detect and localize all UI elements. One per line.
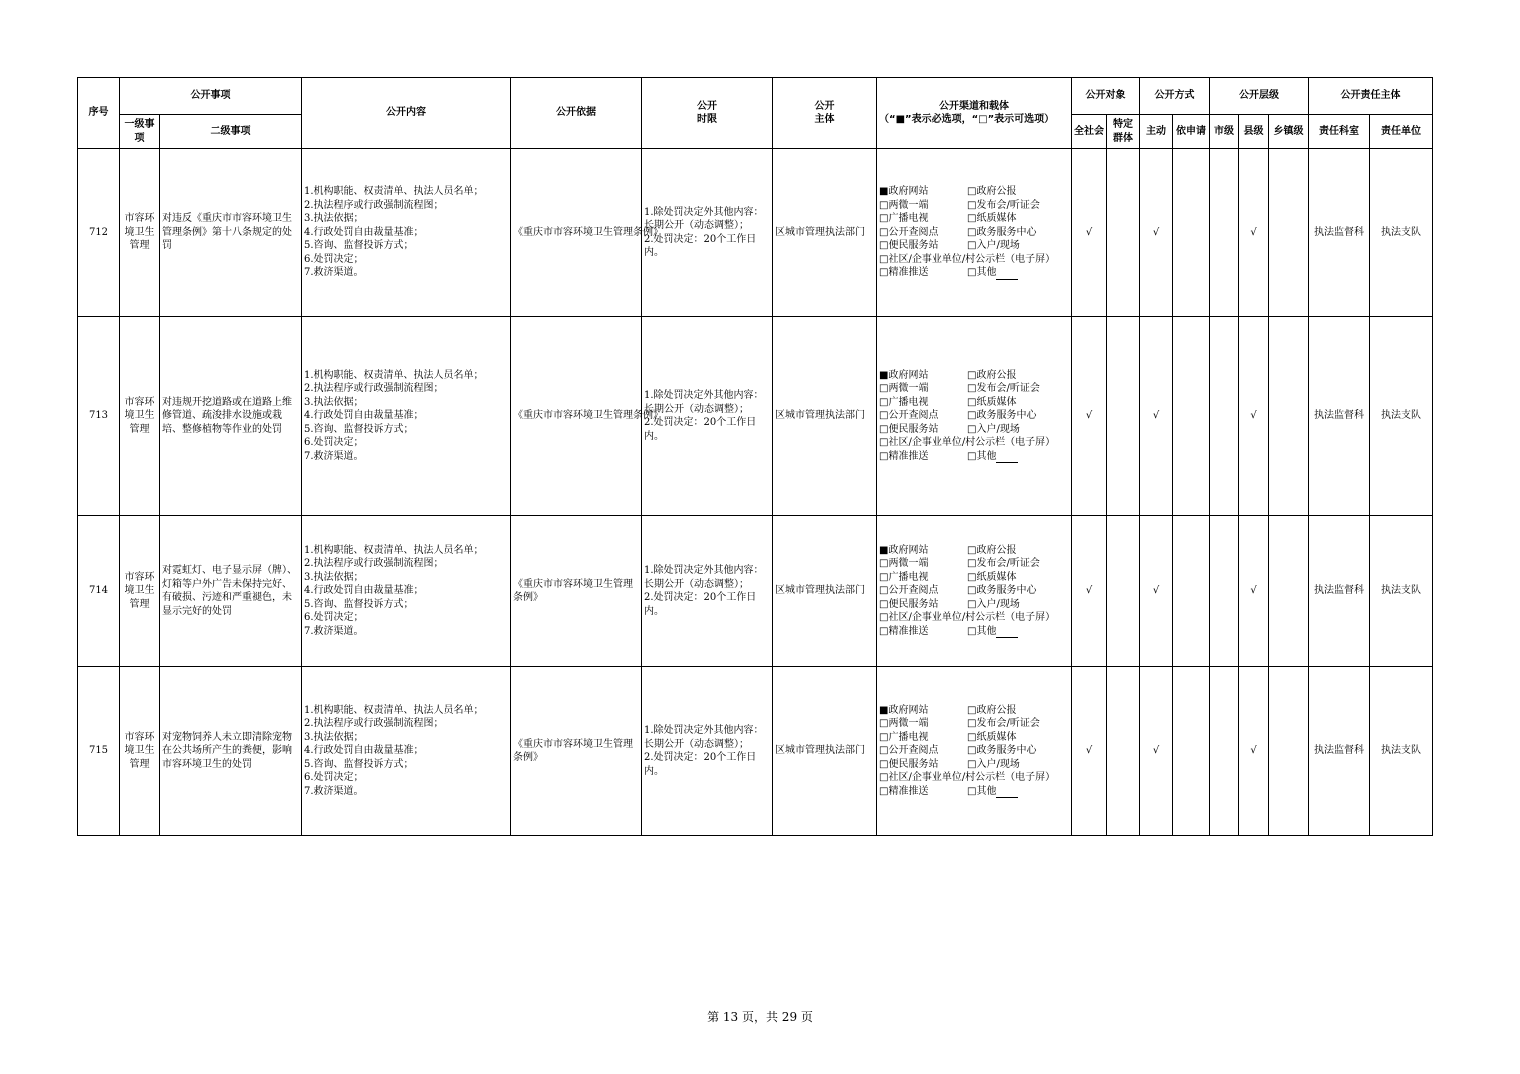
header-time-limit: 公开 时限 <box>642 78 773 149</box>
table-row <box>78 149 1433 317</box>
row-level2: 对违规开挖道路或在道路上维修管道、疏浚排水设施或栽培、整修植物等作业的处罚 <box>160 317 302 516</box>
row-level2: 对霓虹灯、电子显示屏（牌）、灯箱等户外广告未保持完好、有破损、污迹和严重褪色，未显示完好的处罚 <box>160 516 302 667</box>
row-target-all: √ <box>1072 667 1107 836</box>
header-method: 公开方式 <box>1140 78 1210 115</box>
row-target-special <box>1107 667 1140 836</box>
channel-service-center: □政务服务中心 <box>967 745 1037 757</box>
header-resp-dept: 责任科室 <box>1309 115 1370 149</box>
header-target-special: 特定群体 <box>1107 115 1140 149</box>
channel-other: □其他 <box>967 625 1069 639</box>
header-subject: 公开 主体 <box>773 78 877 149</box>
row-basis: 《重庆市市容环境卫生管理条例》 <box>511 516 642 667</box>
header-seq: 序号 <box>78 78 120 149</box>
row-level-county: √ <box>1239 317 1269 516</box>
channel-gov-website: ■政府网站 <box>879 369 929 381</box>
row-level1: 市容环境卫生管理 <box>120 516 160 667</box>
row-subject: 区城市管理执法部门 <box>773 149 877 317</box>
row-content: 1.机构职能、权责清单、执法人员名单； 2.执法程序或行政强制流程图； 3.执法依据； 4.行政处罚自由裁量基准； 5.咨询、监督投诉方式； 6.处罚决定； 7.救济渠道。 <box>302 149 511 317</box>
channel-gov-gazette: □政府公报 <box>967 369 1017 381</box>
channel-gov-gazette: □政府公报 <box>967 186 1017 198</box>
channel-push: □精准推送 <box>879 785 929 797</box>
channel-service-station: □便民服务站 <box>879 423 939 435</box>
channel-onsite: □入户/现场 <box>967 758 1020 770</box>
header-level-county: 县级 <box>1239 115 1269 149</box>
row-level-city <box>1210 667 1239 836</box>
row-level-town <box>1269 149 1309 317</box>
channel-broadcast: □广播电视 <box>879 731 929 743</box>
channel-broadcast: □广播电视 <box>879 396 929 408</box>
row-content: 1.机构职能、权责清单、执法人员名单； 2.执法程序或行政强制流程图； 3.执法依据； 4.行政处罚自由裁量基准； 5.咨询、监督投诉方式； 6.处罚决定； 7.救济渠道。 <box>302 516 511 667</box>
channel-two-micro: □两微一端 <box>879 199 929 211</box>
channel-paper: □纸质媒体 <box>967 213 1017 225</box>
channel-gov-website: ■政府网站 <box>879 544 929 556</box>
row-method-apply <box>1173 516 1210 667</box>
header-resp: 公开责任主体 <box>1309 78 1433 115</box>
row-target-all: √ <box>1072 317 1107 516</box>
row-id: 712 <box>78 149 120 317</box>
row-resp-dept: 执法监督科 <box>1309 516 1370 667</box>
row-method-apply <box>1173 317 1210 516</box>
header-basis: 公开依据 <box>511 78 642 149</box>
row-method-active: √ <box>1140 516 1173 667</box>
channel-paper: □纸质媒体 <box>967 396 1017 408</box>
row-method-apply <box>1173 149 1210 317</box>
header-level: 公开层级 <box>1210 78 1309 115</box>
row-level1: 市容环境卫生管理 <box>120 317 160 516</box>
row-level-county: √ <box>1239 516 1269 667</box>
row-target-all: √ <box>1072 516 1107 667</box>
row-channels <box>877 149 1072 317</box>
row-id: 715 <box>78 667 120 836</box>
channel-two-micro: □两微一端 <box>879 383 929 395</box>
row-level2: 对宠物饲养人未立即清除宠物在公共场所产生的粪便，影响市容环境卫生的处罚 <box>160 667 302 836</box>
channel-service-station: □便民服务站 <box>879 240 939 252</box>
row-target-special <box>1107 516 1140 667</box>
channel-bulletin: □社区/企事业单位/村公示栏（电子屏） <box>879 437 1056 449</box>
row-level1: 市容环境卫生管理 <box>120 667 160 836</box>
row-content: 1.机构职能、权责清单、执法人员名单； 2.执法程序或行政强制流程图； 3.执法依据； 4.行政处罚自由裁量基准； 5.咨询、监督投诉方式； 6.处罚决定； 7.救济渠道。 <box>302 317 511 516</box>
channel-press: □发布会/听证会 <box>967 558 1040 570</box>
channel-press: □发布会/听证会 <box>967 199 1040 211</box>
channel-reading-point: □公开查阅点 <box>879 585 939 597</box>
channel-onsite: □入户/现场 <box>967 423 1020 435</box>
header-items: 公开事项 <box>120 78 302 115</box>
row-target-special <box>1107 317 1140 516</box>
row-resp-unit: 执法支队 <box>1370 317 1433 516</box>
table-row <box>78 667 1433 836</box>
row-time-limit: 1.除处罚决定外其他内容：长期公开（动态调整）； 2.处罚决定：20个工作日内。 <box>642 149 773 317</box>
row-subject: 区城市管理执法部门 <box>773 667 877 836</box>
row-time-limit: 1.除处罚决定外其他内容：长期公开（动态调整）； 2.处罚决定：20个工作日内。 <box>642 317 773 516</box>
row-basis: 《重庆市市容环境卫生管理条例》 <box>511 667 642 836</box>
channel-service-center: □政务服务中心 <box>967 410 1037 422</box>
row-level-county: √ <box>1239 149 1269 317</box>
row-time-limit: 1.除处罚决定外其他内容：长期公开（动态调整）； 2.处罚决定：20个工作日内。 <box>642 667 773 836</box>
channel-push: □精准推送 <box>879 267 929 279</box>
channel-two-micro: □两微一端 <box>879 558 929 570</box>
row-id: 714 <box>78 516 120 667</box>
header-channels <box>877 78 1072 149</box>
channel-broadcast: □广播电视 <box>879 213 929 225</box>
channel-bulletin: □社区/企事业单位/村公示栏（电子屏） <box>879 612 1056 624</box>
channel-reading-point: □公开查阅点 <box>879 410 939 422</box>
channel-paper: □纸质媒体 <box>967 731 1017 743</box>
channel-press: □发布会/听证会 <box>967 383 1040 395</box>
row-channels <box>877 317 1072 516</box>
row-target-special <box>1107 149 1140 317</box>
channel-press: □发布会/听证会 <box>967 718 1040 730</box>
channel-two-micro: □两微一端 <box>879 718 929 730</box>
channel-service-center: □政务服务中心 <box>967 226 1037 238</box>
channel-service-station: □便民服务站 <box>879 598 939 610</box>
row-method-active: √ <box>1140 317 1173 516</box>
header-channels-title: 公开渠道和载体 <box>939 100 1009 112</box>
disclosure-table <box>77 77 1433 836</box>
header-target: 公开对象 <box>1072 78 1140 115</box>
row-channels <box>877 516 1072 667</box>
channel-service-center: □政务服务中心 <box>967 585 1037 597</box>
table-row <box>78 317 1433 516</box>
row-method-apply <box>1173 667 1210 836</box>
row-resp-dept: 执法监督科 <box>1309 667 1370 836</box>
header-level1: 一级事项 <box>120 115 160 149</box>
channel-onsite: □入户/现场 <box>967 598 1020 610</box>
channel-paper: □纸质媒体 <box>967 571 1017 583</box>
row-time-limit: 1.除处罚决定外其他内容：长期公开（动态调整）； 2.处罚决定：20个工作日内。 <box>642 516 773 667</box>
channel-onsite: □入户/现场 <box>967 240 1020 252</box>
header-target-all: 全社会 <box>1072 115 1107 149</box>
row-subject: 区城市管理执法部门 <box>773 516 877 667</box>
header-level-town: 乡镇级 <box>1269 115 1309 149</box>
channel-gov-gazette: □政府公报 <box>967 704 1017 716</box>
row-level-city <box>1210 317 1239 516</box>
row-channels <box>877 667 1072 836</box>
channel-bulletin: □社区/企事业单位/村公示栏（电子屏） <box>879 772 1056 784</box>
row-subject: 区城市管理执法部门 <box>773 317 877 516</box>
row-level-city <box>1210 149 1239 317</box>
row-basis: 《重庆市市容环境卫生管理条例》 <box>511 317 642 516</box>
row-level-city <box>1210 516 1239 667</box>
header-method-active: 主动 <box>1140 115 1173 149</box>
row-content: 1.机构职能、权责清单、执法人员名单； 2.执法程序或行政强制流程图； 3.执法依据； 4.行政处罚自由裁量基准； 5.咨询、监督投诉方式； 6.处罚决定； 7.救济渠道。 <box>302 667 511 836</box>
row-resp-dept: 执法监督科 <box>1309 149 1370 317</box>
header-resp-unit: 责任单位 <box>1370 115 1433 149</box>
row-resp-unit: 执法支队 <box>1370 149 1433 317</box>
channel-reading-point: □公开查阅点 <box>879 745 939 757</box>
channel-other: □其他 <box>967 266 1069 280</box>
row-target-all: √ <box>1072 149 1107 317</box>
row-id: 713 <box>78 317 120 516</box>
channel-service-station: □便民服务站 <box>879 758 939 770</box>
channel-other: □其他 <box>967 450 1069 464</box>
row-method-active: √ <box>1140 149 1173 317</box>
header-level2: 二级事项 <box>160 115 302 149</box>
row-level-town <box>1269 667 1309 836</box>
row-level-county: √ <box>1239 667 1269 836</box>
channel-gov-gazette: □政府公报 <box>967 544 1017 556</box>
row-level1: 市容环境卫生管理 <box>120 149 160 317</box>
row-level2: 对违反《重庆市市容环境卫生管理条例》第十八条规定的处罚 <box>160 149 302 317</box>
row-method-active: √ <box>1140 667 1173 836</box>
row-basis: 《重庆市市容环境卫生管理条例》 <box>511 149 642 317</box>
row-level-town <box>1269 317 1309 516</box>
row-resp-unit: 执法支队 <box>1370 516 1433 667</box>
channel-gov-website: ■政府网站 <box>879 186 929 198</box>
channel-push: □精准推送 <box>879 450 929 462</box>
page-footer: 第 13 页，共 29 页 <box>707 1010 813 1024</box>
header-method-apply: 依申请 <box>1173 115 1210 149</box>
row-level-town <box>1269 516 1309 667</box>
channel-push: □精准推送 <box>879 625 929 637</box>
header-content: 公开内容 <box>302 78 511 149</box>
header-level-city: 市级 <box>1210 115 1239 149</box>
header-channels-note: （“■”表示必选项，“□”表示可选项） <box>879 114 1055 125</box>
table-row <box>78 516 1433 667</box>
channel-broadcast: □广播电视 <box>879 571 929 583</box>
channel-bulletin: □社区/企事业单位/村公示栏（电子屏） <box>879 253 1056 265</box>
channel-reading-point: □公开查阅点 <box>879 226 939 238</box>
row-resp-unit: 执法支队 <box>1370 667 1433 836</box>
row-resp-dept: 执法监督科 <box>1309 317 1370 516</box>
channel-gov-website: ■政府网站 <box>879 704 929 716</box>
channel-other: □其他 <box>967 785 1069 799</box>
